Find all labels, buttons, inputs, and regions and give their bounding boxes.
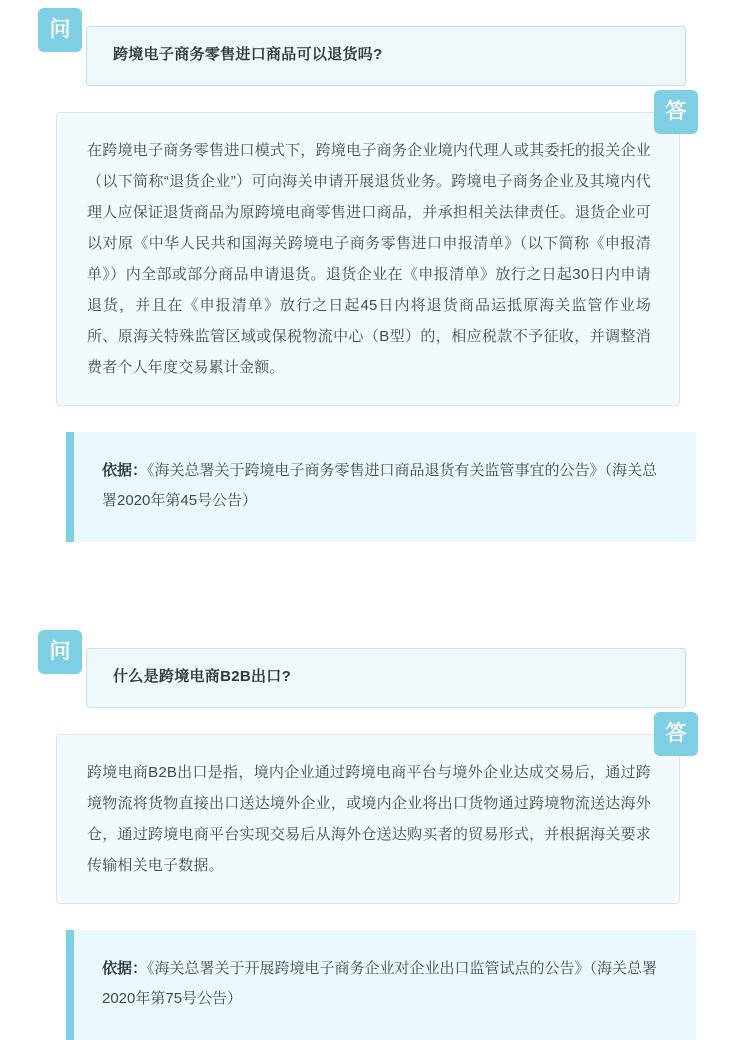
answer-badge: 答 bbox=[654, 712, 698, 756]
answer-text: 在跨境电子商务零售进口模式下，跨境电子商务企业境内代理人或其委托的报关企业（以下简称“退货企业”）可向海关申请开展退货业务。跨境电子商务企业及其境内代理人应保证退货商品为原跨境电商零售进口商品，并承担相关法律责任。退货企业可以对原《中华人民共和国海关跨境电子商务零售进口申报清单》（以下简称《申报清单》）内全部或部分商品申请退货。退货企业在《申报清单》放行之日起30日内申请退货，并且在《申报清单》放行之日起45日内将退货商品运抵原海关监管作业场所、原海关特殊监管区域或保税物流中心（B型）的，相应税款不予征收，并调整消费者个人年度交易累计金额。 bbox=[87, 142, 651, 376]
source-label: 依据： bbox=[102, 462, 148, 479]
source-label: 依据： bbox=[102, 960, 148, 977]
faq-page bbox=[0, 8, 746, 1007]
question-box bbox=[86, 26, 686, 86]
source-text bbox=[102, 954, 670, 1014]
source-row bbox=[66, 432, 696, 542]
source-row bbox=[66, 930, 696, 1040]
answer-row bbox=[30, 100, 716, 406]
answer-text: 跨境电商B2B出口是指，境内企业通过跨境电商平台与境外企业达成交易后，通过跨境物流将货物直接出口送达境外企业，或境内企业将出口货物通过跨境物流送达海外仓，通过跨境电商平台实现交易后从海外仓送达购买者的贸易形式，并根据海关要求传输相关电子数据。 bbox=[87, 764, 651, 874]
question-row bbox=[30, 630, 716, 708]
qa-block bbox=[30, 8, 716, 542]
question-text: 什么是跨境电商B2B出口? bbox=[113, 668, 292, 685]
source-text bbox=[102, 456, 670, 516]
answer-row bbox=[30, 722, 716, 904]
question-box bbox=[86, 648, 686, 708]
source-citation: 《海关总署关于跨境电子商务零售进口商品退货有关监管事宜的公告》（海关总署2020年第45号公告） bbox=[102, 462, 658, 509]
question-badge: 问 bbox=[38, 630, 82, 674]
question-row bbox=[30, 8, 716, 86]
question-badge: 问 bbox=[38, 8, 82, 52]
answer-badge: 答 bbox=[654, 90, 698, 134]
answer-box bbox=[56, 112, 680, 406]
answer-box bbox=[56, 734, 680, 904]
question-text: 跨境电子商务零售进口商品可以退货吗? bbox=[113, 46, 383, 63]
source-citation: 《海关总署关于开展跨境电子商务企业对企业出口监管试点的公告》（海关总署2020年第75号公告） bbox=[102, 960, 658, 1007]
qa-block bbox=[30, 630, 716, 1040]
